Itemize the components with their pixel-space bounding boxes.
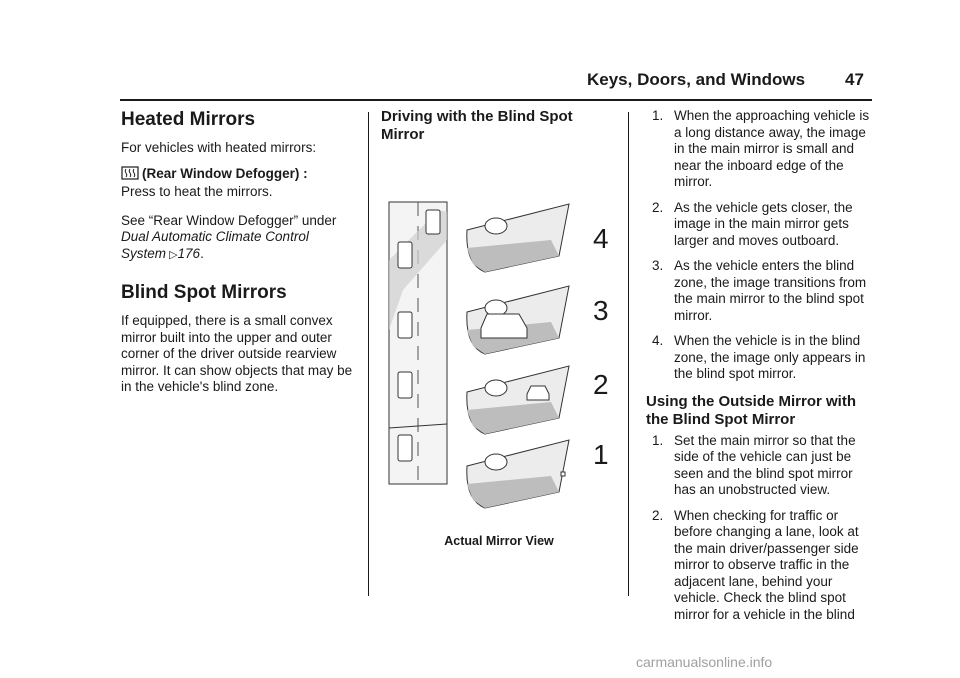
step-number: 1. — [652, 432, 664, 448]
step-number: 2. — [652, 507, 664, 523]
step-text: When checking for traffic or before changing a lane, look at the main driver/passenger side mirror to observe traffic in the adjacent lane, behind your vehicle. Check the blind spot mirror for a vehicle in the blind — [674, 507, 859, 622]
stage-number-4: 4 — [593, 223, 609, 254]
right-column — [646, 108, 878, 632]
column-divider-left — [368, 112, 369, 596]
step-text: When the vehicle is in the blind zone, the image only appears in the blind spot mirror. — [674, 333, 866, 381]
stage-number-2: 2 — [593, 369, 609, 400]
see-end: . — [200, 245, 204, 261]
column-divider-right — [628, 112, 629, 596]
see-prefix: See “Rear Window Defogger” under — [121, 212, 337, 228]
blind-spot-mirrors-heading: Blind Spot Mirrors — [121, 282, 287, 303]
blind-spot-steps — [646, 108, 878, 383]
heated-mirrors-heading: Heated Mirrors — [121, 109, 256, 130]
step-text: As the vehicle gets closer, the image in the main mirror gets larger and moves outboard. — [674, 199, 853, 248]
list-item — [646, 433, 878, 499]
see-reference-link[interactable]: Dual Automatic Climate Control System — [121, 229, 309, 261]
defogger-entry — [121, 166, 357, 201]
heated-mirrors-intro: For vehicles with heated mirrors: — [121, 140, 317, 155]
list-item — [646, 200, 878, 250]
list-item — [646, 258, 878, 324]
defogger-description: Press to heat the mirrors. — [121, 184, 273, 199]
step-number: 2. — [652, 199, 664, 215]
figure-caption: Actual Mirror View — [444, 534, 554, 548]
outside-mirror-steps — [646, 433, 878, 624]
stage-number-1: 1 — [593, 439, 609, 470]
list-item — [646, 508, 878, 624]
watermark: carmanualsonline.info — [636, 654, 773, 670]
step-number: 4. — [652, 333, 664, 348]
step-text: When the approaching vehicle is a long distance away, the image in the main mirror is small and near the inboard edge of the mirror. — [674, 108, 870, 189]
rear-window-defogger-icon — [121, 166, 139, 185]
page-number: 47 — [845, 70, 864, 89]
driving-blind-spot-heading: Driving with the Blind Spot Mirror — [381, 108, 573, 143]
see-page[interactable]: 176 — [177, 245, 201, 261]
header-divider — [120, 99, 872, 101]
step-number: 3. — [652, 258, 664, 273]
see-reference — [121, 213, 357, 264]
step-text: Set the main mirror so that the side of the vehicle can just be seen and the blind spot mirror has an unobstructed view. — [674, 432, 856, 497]
list-item — [646, 333, 878, 383]
step-text: As the vehicle enters the blind zone, the image transitions from the main mirror to the blind spot mirror. — [674, 258, 867, 323]
blind-spot-illustration — [381, 180, 617, 530]
section-title: Keys, Doors, and Windows — [587, 70, 806, 89]
page-reference-icon: ▷ — [166, 248, 178, 261]
outside-mirror-heading: Using the Outside Mirror with the Blind Spot Mirror — [646, 392, 857, 428]
blind-spot-mirrors-body: If equipped, there is a small convex mirror built into the upper and outer corner of the driver outside rearview mirror. It can show objects that may be in the vehicle's blind zone. — [121, 313, 353, 394]
stage-number-3: 3 — [593, 295, 609, 326]
list-item — [646, 108, 878, 191]
left-column — [121, 108, 357, 405]
step-number: 1. — [652, 108, 664, 123]
defogger-label: (Rear Window Defogger) : — [142, 165, 308, 181]
middle-column — [381, 108, 617, 144]
